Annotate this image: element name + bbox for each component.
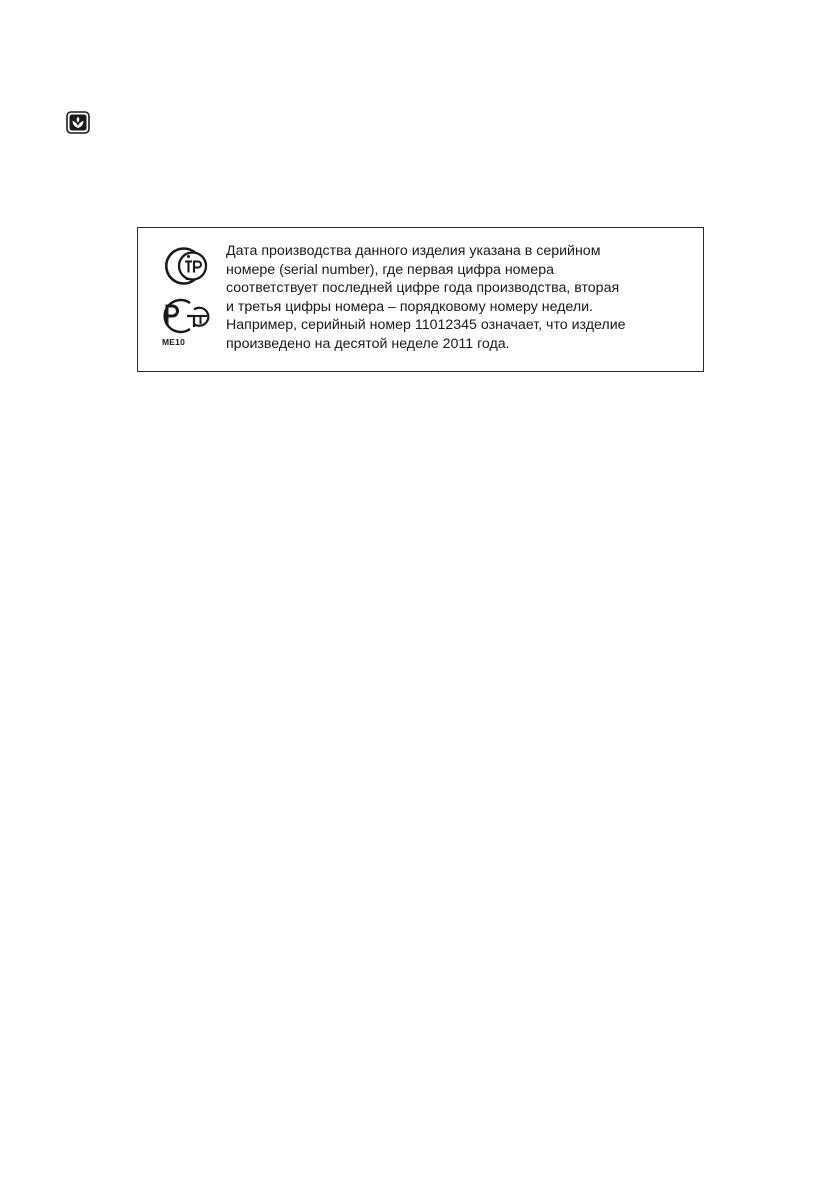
text-line: Дата производства данного изделия указана в серийном [226, 243, 601, 259]
text-line: номере (serial number), где первая цифра номера [226, 261, 554, 278]
manufacture-date-explanation [226, 242, 696, 353]
certification-marks [156, 244, 216, 354]
text-line: произведено на десятой неделе 2011 года. [226, 335, 510, 352]
manufacture-date-info-box [137, 227, 704, 372]
text-line: соответствует последней цифре года производства, вторая [226, 280, 620, 296]
certification-code: ME10 [162, 337, 186, 347]
rst-certification-icon [156, 297, 210, 340]
eco-plant-icon [66, 111, 90, 134]
gost-tr-certification-icon [156, 244, 210, 293]
text-line: и третья цифры номера – порядковому номеру недели. [226, 298, 593, 315]
text-line: Например, серийный номер 11012345 означает, что изделие [226, 317, 626, 333]
